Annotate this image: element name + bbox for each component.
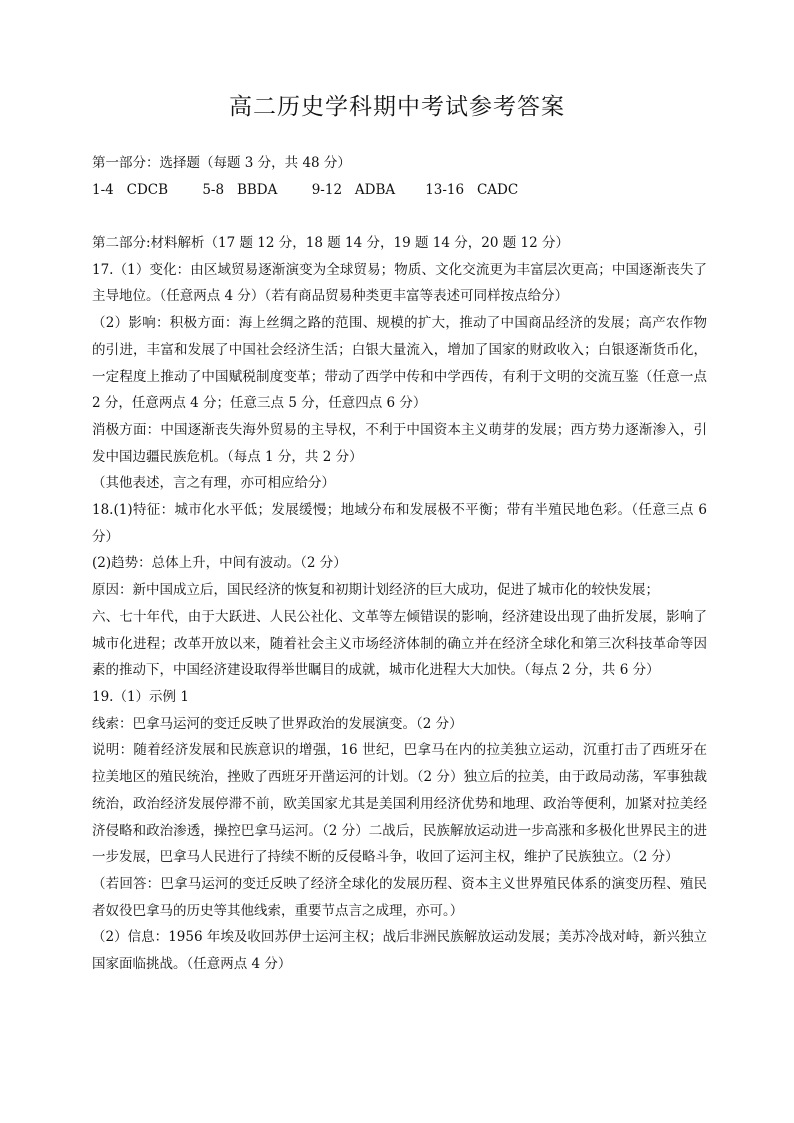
part1-answers: 1-4 CDCB 5-8 BBDA 9-12 ADBA 13-16 CADC: [92, 181, 519, 198]
q19-clue: 线索：巴拿马运河的变迁反映了世界政治的发展演变。（2 分）: [92, 715, 463, 732]
q19-explanation: 说明：随着经济发展和民族意识的增强，16 世纪，巴拿马在内的拉美独立运动，沉重打击了西班牙在拉美地区的殖民统治，挫败了西班牙开凿运河的计划。（2 分）独立后的拉美，由于政局动荡，军事独裁统治，政治经济发展停滞不前，欧美国家尤其是美国利用经济优势和地理、政治等便利，加紧对拉美经济侵略和政治渗透，操控巴拿马运河。（2 分）二战后，民族解放运动进一步高涨和多极化世界民主的进一步发展，巴拿马人民进行了持续不断的反侵略斗争，收回了运河主权，维护了民族独立。（2 分）: [92, 742, 707, 866]
q18-part2: (2)趋势：总体上升，中间有波动。（2 分）: [92, 555, 347, 572]
q19-alternative: （若回答：巴拿马运河的变迁反映了经济全球化的发展历程、资本主义世界殖民体系的演变历程、殖民者奴役巴拿马的历史等其他线索，重要节点言之成理，亦可。）: [92, 875, 707, 919]
q17-negative: 消极方面：中国逐渐丧失海外贸易的主导权，不利于中国资本主义萌芽的发展；西方势力逐渐渗入，引发中国边疆民族危机。（每点 1 分，共 2 分）: [92, 421, 707, 465]
q17-part2: （2）影响：积极方面：海上丝绸之路的范围、规模的扩大，推动了中国商品经济的发展；高产农作物的引进，丰富和发展了中国社会经济生活；白银大量流入，增加了国家的财政收入；白银逐渐货币化，一定程度上推动了中国赋税制度变革；带动了西学中传和中学西传，有利于文明的交流互鉴（任意一点 2 分，任意两点 4 分；任意三点 5 分，任意四点 6 分）: [92, 315, 707, 412]
part1-heading: 第一部分：选择题（每题 3 分，共 48 分）: [92, 155, 351, 171]
spacer: [92, 203, 707, 230]
q18-reason-b: 六、七十年代，由于大跃进、人民公社化、文革等左倾错误的影响，经济建设出现了曲折发展，影响了城市化进程；改革开放以来，随着社会主义市场经济体制的确立并在经济全球化和第三次科技革命等因素的推动下，中国经济建设取得举世瞩目的成就，城市化进程大大加快。（每点 2 分，共 6 分）: [92, 608, 707, 679]
q19-part1: 19.（1）示例 1: [92, 689, 189, 705]
page-title: 高二历史学科期中考试参考答案: [229, 94, 565, 120]
q17-part1: 17.（1）变化：由区域贸易逐渐演变为全球贸易；物质、文化交流更为丰富层次更高；中国逐渐丧失了主导地位。（任意两点 4 分）（若有商品贸易种类更丰富等表述可同样按点给分）: [92, 261, 707, 305]
q18-part1: 18.(1)特征：城市化水平低；发展缓慢；地域分布和发展极不平衡；带有半殖民地色彩。（任意三点 6 分）: [92, 502, 707, 545]
part2-heading: 第二部分:材料解析（17 题 12 分，18 题 14 分，19 题 14 分，20 题 12 分）: [92, 235, 569, 252]
answer-content: [92, 150, 707, 978]
q18-reason-a: 原因：新中国成立后，国民经济的恢复和初期计划经济的巨大成功，促进了城市化的较快发展；: [92, 582, 659, 599]
q17-note: （其他表述，言之有理，亦可相应给分）: [92, 475, 335, 492]
q19-part2: （2）信息：1956 年埃及收回苏伊士运河主权；战后非洲民族解放运动发展；美苏冷战对峙，新兴独立国家面临挑战。（任意两点 4 分）: [92, 929, 707, 973]
